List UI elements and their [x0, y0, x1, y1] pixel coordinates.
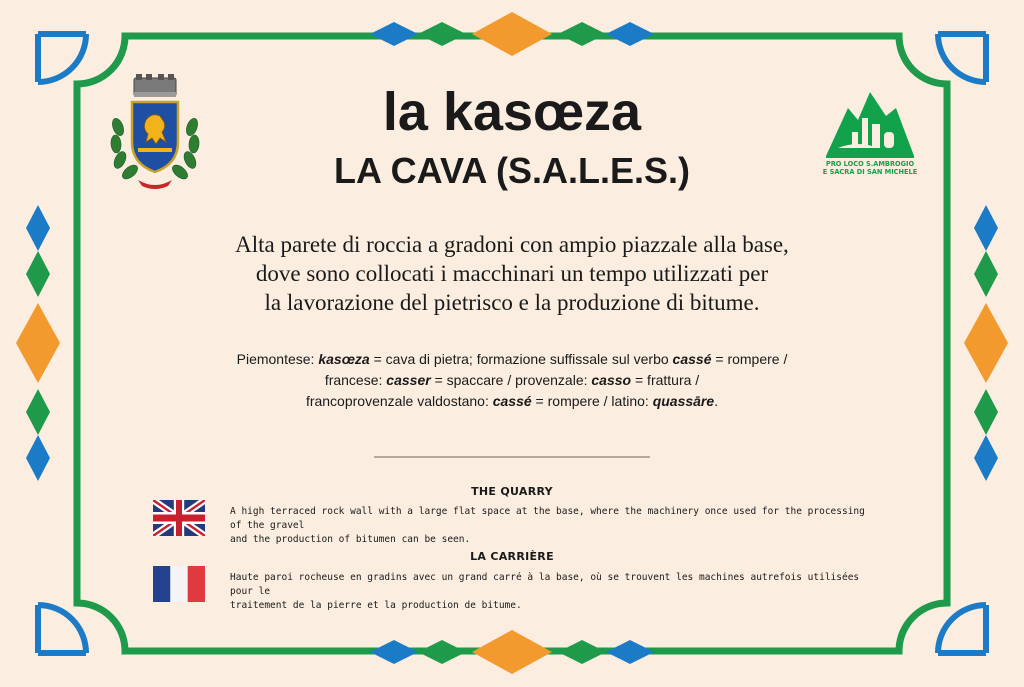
- description-line-2: dove sono collocati i macchinari un tempo utilizzati per: [255, 261, 769, 286]
- english-text-line-2: and the production of bitumen can be seen.: [230, 534, 471, 545]
- page-subtitle: LA CAVA (S.A.L.E.S.): [334, 150, 690, 191]
- english-heading: THE QUARRY: [471, 485, 553, 498]
- page-title: la kasœza: [382, 82, 642, 142]
- etymology-term: casser: [386, 372, 431, 388]
- etymology-text: = rompere /: [711, 351, 788, 367]
- etymology-text: francoprovenzale valdostano:: [305, 393, 493, 409]
- etymology-term: cassé: [672, 351, 712, 367]
- etymology-text: .: [714, 393, 719, 409]
- france-flag-icon: [153, 566, 205, 602]
- divider: [374, 456, 650, 458]
- french-heading: LA CARRIÈRE: [470, 550, 554, 563]
- etymology-text: francese:: [324, 372, 387, 388]
- corner-ornament-bottom-left: [38, 605, 86, 653]
- bottom-diamond-ornament: [370, 630, 654, 674]
- etymology-term: quassāre: [652, 393, 715, 409]
- etymology-text: = frattura /: [631, 372, 700, 388]
- french-text-line-1: Haute paroi rocheuse en gradins avec un grand carré à la base, où se trouvent les machines autrefois utilisées pour le: [230, 572, 860, 597]
- top-diamond-ornament: [370, 12, 654, 56]
- logo-caption-line-1: PRO LOCO S.AMBROGIO: [825, 160, 915, 168]
- etymology-term: casso: [591, 372, 632, 388]
- description: [160, 230, 864, 317]
- etymology-text: = rompere / latino:: [531, 393, 653, 409]
- etymology-line-3: [150, 391, 874, 412]
- english-text-line-1: A high terraced rock wall with a large flat space at the base, where the machinery once used for the processing of the gravel: [230, 506, 865, 531]
- etymology-line-2: [150, 370, 874, 391]
- corner-ornament-top-left: [38, 34, 86, 82]
- left-diamond-ornament: [16, 205, 60, 481]
- etymology-term: kasœza: [318, 351, 370, 367]
- etymology: [150, 349, 874, 412]
- etymology-term: cassé: [492, 393, 532, 409]
- french-text-line-2: traitement de la pierre et la production de bitume.: [230, 600, 522, 611]
- etymology-text: = spaccare / provenzale:: [430, 372, 592, 388]
- right-diamond-ornament: [964, 205, 1008, 481]
- logo-caption-line-2: E SACRA DI SAN MICHELE: [822, 168, 918, 176]
- uk-flag-icon: [153, 500, 205, 536]
- etymology-text: Piemontese:: [236, 351, 319, 367]
- etymology-text: = cava di pietra; formazione suffissale sul verbo: [369, 351, 673, 367]
- english-text: [230, 505, 870, 547]
- etymology-line-1: [150, 349, 874, 370]
- french-text: [230, 571, 870, 613]
- description-line-3: la lavorazione del pietrisco e la produzione di bitume.: [264, 290, 760, 315]
- corner-ornament-bottom-right: [938, 605, 986, 653]
- corner-ornament-top-right: [938, 34, 986, 82]
- description-line-1: Alta parete di roccia a gradoni con ampio piazzale alla base,: [235, 232, 789, 257]
